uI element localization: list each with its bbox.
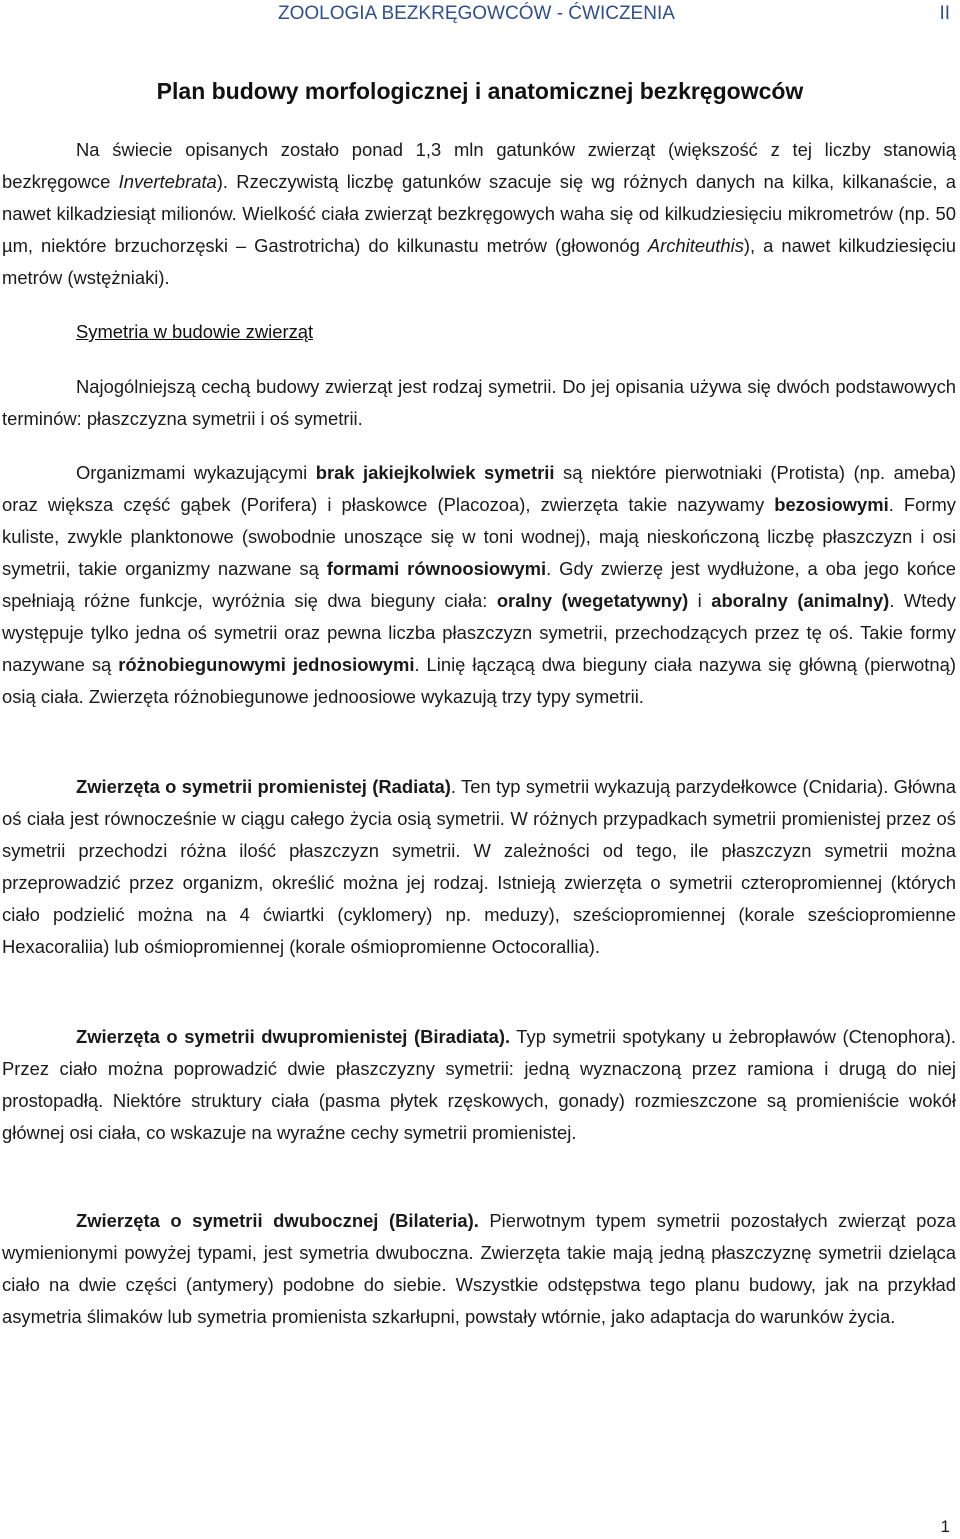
biradiata-text: Typ symetrii spotykany u żebropławów (Ctenophora). Przez ciało można poprowadzić dwie płaszczyzny symetrii: jedną wyznaczoną przez ramiona i drugą do niej prostopadłą. Niektóre struktury ciała (pasma płytek rzęskowych, gonady) rozmieszczone są promieniście wokół głównej osi ciała, co wskazuje na wyraźne cechy symetrii promienistej. bbox=[2, 1026, 956, 1143]
bilateria-text: Pierwotnym typem symetrii pozostałych zwierząt poza wymienionymi powyżej typami, jest symetria dwuboczna. Zwierzęta takie mają jedną płaszczyznę symetrii dzieląca ciało na dwie części (antymery) podobne do siebie. Wszystkie odstępstwa tego planu budowy, jak na przykład asymetria ślimaków lub symetria promienista szkarłupni, powstały wtórnie, jako adaptacja do warunków życia. bbox=[2, 1210, 956, 1327]
org-text-h: . Linię łączącą dwa bieguny ciała nazywa się główną (pierwotną) osią ciała. Zwierzęta różnobiegunowe jednoosiowe wykazują trzy typy symetrii. bbox=[2, 654, 956, 707]
radiata-block bbox=[2, 771, 956, 963]
intro-italic-architeuthis: Architeuthis bbox=[647, 235, 744, 256]
intro-text-2: ). Rzeczywistą liczbę gatunków szacuje się wg różnych danych na kilka, kilkanaście, a nawet kilkadziesiąt milionów. Wielkość ciała zwierząt bezkręgowych waha się od kilkudziesięciu mikrometrów (np. 50 µm, niektóre brzuchorzęski – Gastrotricha) do kilkunastu metrów (głowonóg bbox=[2, 171, 956, 256]
org-bold-5: aboralny (animalny) bbox=[711, 590, 890, 611]
bilateria-block bbox=[2, 1205, 956, 1333]
asymmetry-paragraph bbox=[2, 457, 956, 713]
org-bold-4: oralny (wegetatywny) bbox=[496, 590, 689, 611]
biradiata-paragraph bbox=[2, 1021, 956, 1149]
org-text-f: i bbox=[688, 590, 712, 611]
page-header bbox=[0, 0, 960, 30]
page-title: Plan budowy morfologicznej i anatomicznej bezkręgowców bbox=[156, 78, 804, 104]
symmetry-intro-block bbox=[2, 371, 956, 435]
intro-text-1: Na świecie opisanych zostało ponad 1,3 mln gatunków zwierząt (większość z tej liczby stanowią bezkręgowce bbox=[2, 139, 956, 192]
bilateria-heading: Zwierzęta o symetrii dwubocznej (Bilateria). bbox=[76, 1210, 479, 1231]
radiata-text: . Ten typ symetrii wykazują parzydełkowce (Cnidaria). Główna oś ciała jest równocześnie w ciągu całego życia osią symetrii. W różnych przypadkach symetrii promienistej przez oś symetrii przechodzi różna ilość płaszczyzn symetrii. W zależności od tego, ile płaszczyzn symetrii można przeprowadzić przez organizm, określić można jej rodzaj. Istnieją zwierzęta o symetrii czteropromiennej (których ciało podzielić można na 4 ćwiartki (cyklomery) np. meduzy), sześciopromiennej (korale sześciopromienne Hexacoraliia) lub ośmiopromiennej (korale ośmiopromienne Octocorallia). bbox=[2, 776, 956, 957]
intro-text-3: ), a nawet kilkudziesięciu metrów (wstężniaki). bbox=[2, 235, 956, 288]
org-text-e: . Gdy zwierzę jest wydłużone, a oba jego końce spełniają różne funkcje, wyróżnia się dwa bieguny ciała: bbox=[2, 558, 956, 611]
org-text-g: . Wtedy występuje tylko jedna oś symetrii oraz pewna liczba płaszczyzn symetrii, przechodzących przez tę oś. Takie formy nazywane są bbox=[2, 590, 957, 675]
org-text-c: są niektóre pierwotniaki (Protista) (np. ameba) oraz większa część gąbek (Porifera) i płaskowce (Placozoa), zwierzęta takie nazywamy bbox=[2, 462, 956, 515]
intro-paragraph-block bbox=[2, 134, 956, 294]
asymmetry-block bbox=[2, 457, 956, 713]
org-bold-1: brak jakiejkolwiek symetrii bbox=[315, 462, 555, 483]
biradiata-heading: Zwierzęta o symetrii dwupromienistej (Biradiata). bbox=[76, 1026, 511, 1047]
org-bold-6: różnobiegunowymi jednosiowymi bbox=[118, 654, 415, 675]
radiata-paragraph bbox=[2, 771, 956, 963]
intro-italic-invertebrata: Invertebrata bbox=[118, 171, 217, 192]
intro-paragraph bbox=[2, 134, 956, 294]
radiata-heading: Zwierzęta o symetrii promienistej (Radiata) bbox=[76, 776, 451, 797]
biradiata-block bbox=[2, 1021, 956, 1149]
bilateria-paragraph bbox=[2, 1205, 956, 1333]
symmetry-intro-paragraph: Najogólniejszą cechą budowy zwierząt jest rodzaj symetrii. Do jej opisania używa się dwóch podstawowych terminów: płaszczyzna symetrii i oś symetrii. bbox=[2, 376, 956, 429]
header-course-title: ZOOLOGIA BEZKRĘGOWCÓW - ĆWICZENIA bbox=[278, 3, 675, 24]
org-text-d: . Formy kuliste, zwykle planktonowe (swobodnie unoszące się w toni wodnej), mają nieskończoną liczbę płaszczyzn i osi symetrii, takie organizmy nazwane są bbox=[2, 494, 956, 579]
org-bold-3: formami równoosiowymi bbox=[326, 558, 547, 579]
org-bold-2: bezosiowymi bbox=[774, 494, 889, 515]
header-section-number: II bbox=[939, 3, 950, 24]
org-text-a: Organizmami wykazującymi bbox=[76, 462, 316, 483]
section-heading: Symetria w budowie zwierząt bbox=[76, 321, 314, 342]
page-number: 1 bbox=[940, 1517, 950, 1536]
